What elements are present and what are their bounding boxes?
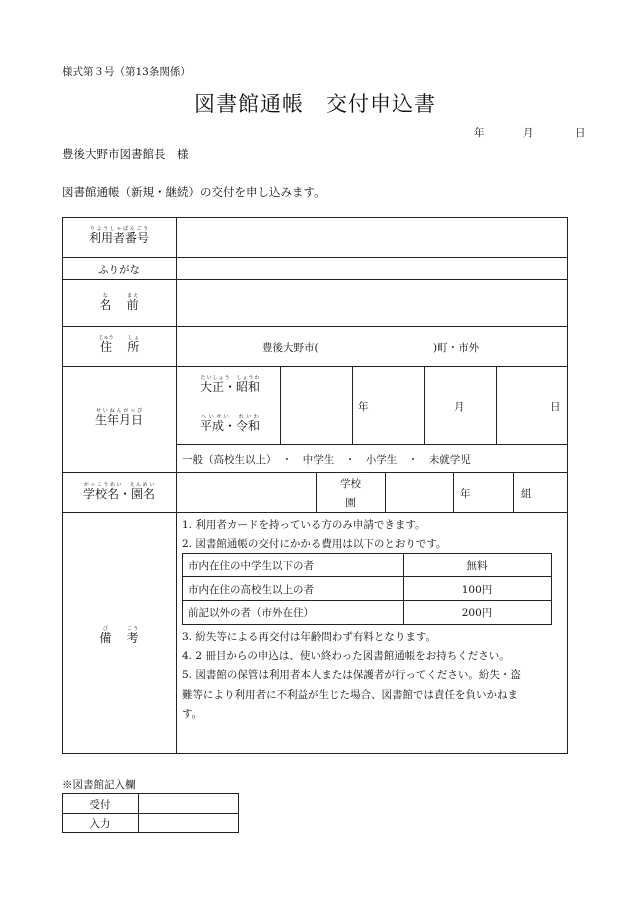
fee-value: 無料 xyxy=(466,560,488,572)
birthdate-label: 生年月日せいねんがっぴ xyxy=(94,408,143,427)
date-day: 日 xyxy=(575,127,586,139)
fee-value: 100円 xyxy=(461,584,493,596)
library-use-title: ※図書館記入欄 xyxy=(62,779,136,791)
addressee: 豊後大野市図書館長 様 xyxy=(62,147,189,161)
school-class-label: 組 xyxy=(521,488,532,500)
era-reiwa-option[interactable]: 平成・令和へいせい れいわ xyxy=(200,414,261,433)
reception-label: 受付 xyxy=(89,799,111,811)
era-showa-option[interactable]: 大正・昭和たいしょう しょうわ xyxy=(200,375,261,394)
birth-day-label: 日 xyxy=(550,401,561,413)
name-input[interactable] xyxy=(177,280,567,326)
kindergarten-option[interactable]: 園 xyxy=(345,497,356,509)
category-options[interactable]: 一般（高校生以上） ・ 中学生 ・ 小学生 ・ 未就学児 xyxy=(182,454,471,466)
fee-value: 200円 xyxy=(461,607,493,619)
birth-year-label: 年 xyxy=(358,401,369,413)
statement: 図書館通帳（新規・継続）の交付を申し込みます。 xyxy=(62,185,326,199)
school-year-label: 年 xyxy=(460,488,471,500)
remarks-label: 備び 考こう xyxy=(99,626,139,645)
remark-5-line1: 5. 図書館の保管は利用者本人または保護者が行ってください。紛失・盗 xyxy=(182,669,521,681)
user-number-label: 利用者番号りようしゃばんごう xyxy=(88,226,149,245)
address-label: 住じゅう 所しょ xyxy=(98,335,140,354)
remark-4: 4. 2 冊目からの申込は、使い終わった図書館通帳をお持ちください。 xyxy=(182,650,510,662)
date-year: 年 xyxy=(474,127,485,139)
furigana-input[interactable] xyxy=(177,258,567,279)
school-label: 学校名・園名がっこうめい えんめい xyxy=(82,482,155,501)
remark-2: 2. 図書館通帳の交付にかかる費用は以下のとおりです。 xyxy=(182,538,447,550)
birth-month-label: 月 xyxy=(454,401,465,413)
page-title: 図書館通帳 交付申込書 xyxy=(194,92,436,116)
furigana-label: ふりがな xyxy=(98,264,140,276)
user-number-input[interactable] xyxy=(177,218,567,257)
table-row: 前記以外の者（市外在住） xyxy=(188,607,314,619)
school-option[interactable]: 学校 xyxy=(340,478,361,490)
address-prefix: 豊後大野市( xyxy=(262,342,319,354)
table-row: 市内在住の中学生以下の者 xyxy=(188,560,314,572)
remark-3: 3. 紛失等による再交付は年齢問わず有料となります。 xyxy=(182,631,437,643)
address-suffix: )町・市外 xyxy=(433,342,480,354)
name-label: 名な 前まえ xyxy=(99,293,139,312)
table-row: 市内在住の高校生以上の者 xyxy=(188,584,314,596)
form-number: 様式第３号（第13条関係） xyxy=(62,66,191,78)
date-month: 月 xyxy=(523,127,534,139)
address-input[interactable] xyxy=(340,334,432,358)
entry-label: 入力 xyxy=(89,818,111,830)
remark-5-line2: 難等により利用者に不利益が生じた場合、図書館では責任を負いかねま xyxy=(182,689,518,701)
remark-1: 1. 利用者カードを持っている方のみ申請できます。 xyxy=(182,519,426,531)
remark-5-line3: す。 xyxy=(182,708,203,720)
